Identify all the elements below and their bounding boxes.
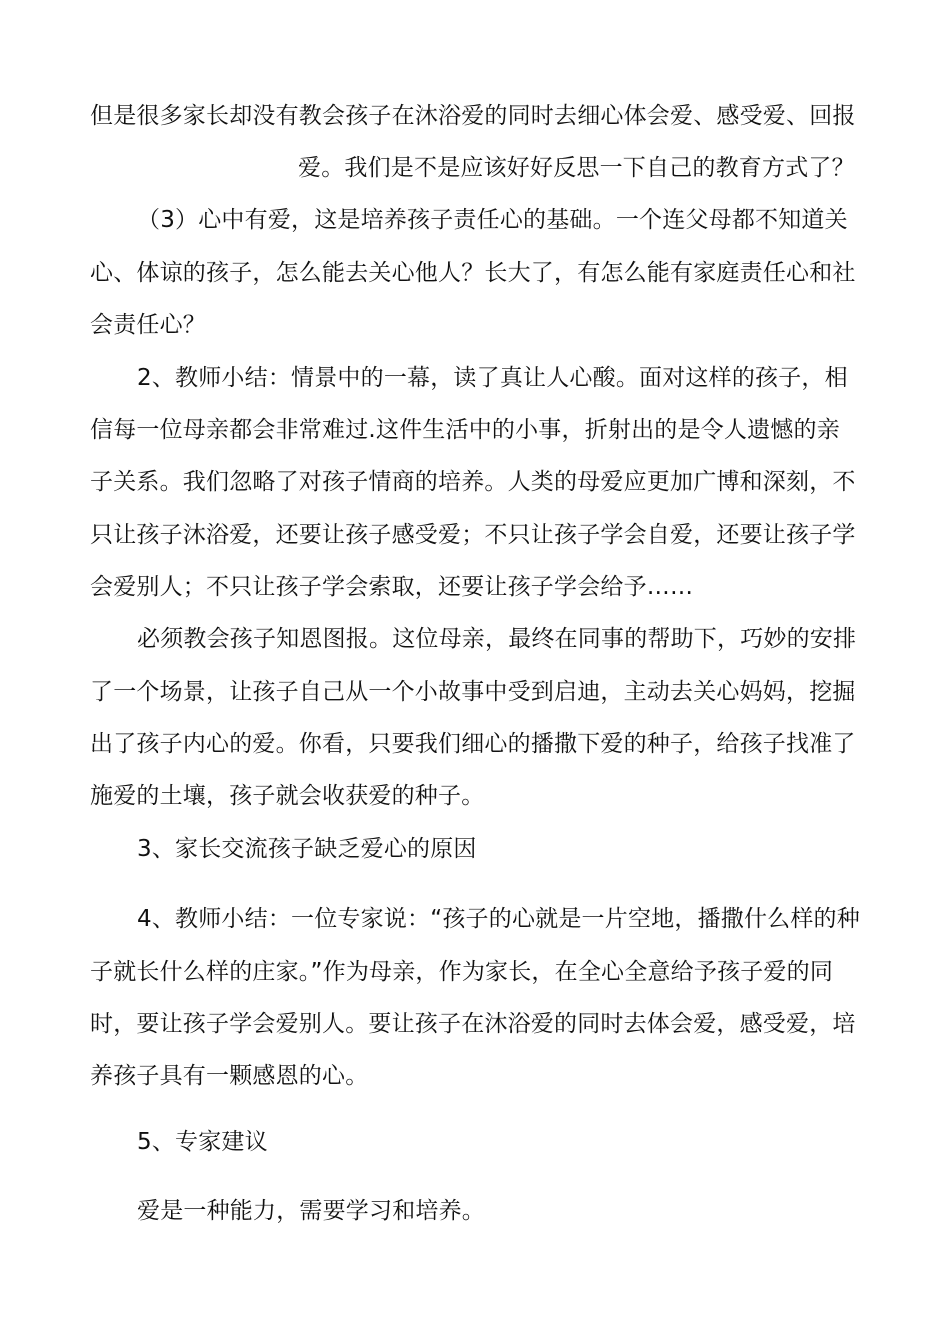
text-line-11: 必须教会孩子知恩图报。这位母亲，最终在同事的帮助下，巧妙的安排 [137,626,857,652]
text-line-1: 但是很多家长却没有教会孩子在沐浴爱的同时去细心体会爱、感受爱、回报 [90,103,856,129]
text-line-21: 爱是一种能力，需要学习和培养。 [137,1198,485,1224]
text-line-19: 养孩子具有一颗感恩的心。 [90,1063,369,1089]
text-line-12: 了一个场景，让孩子自己从一个小故事中受到启迪，主动去关心妈妈，挖掘 [90,679,856,705]
text-line-13: 出了孩子内心的爱。你看，只要我们细心的播撒下爱的种子，给孩子找准了 [90,731,856,757]
text-line-7: 信每一位母亲都会非常难过.这件生活中的小事，折射出的是令人遗憾的亲 [90,417,840,443]
section-heading-5: 5、专家建议 [137,1129,268,1155]
text-line-14: 施爱的土壤，孩子就会收获爱的种子。 [90,783,485,809]
text-line-6: 2、教师小结：情景中的一幕，读了真让人心酸。面对这样的孩子，相 [137,365,848,391]
text-line-16: 4、教师小结：一位专家说：“孩子的心就是一片空地，播撒什么样的种 [137,906,860,932]
text-line-3: （3）心中有爱，这是培养孩子责任心的基础。一个连父母都不知道关 [137,207,848,233]
text-line-9: 只让孩子沐浴爱，还要让孩子感受爱；不只让孩子学会自爱，还要让孩子学 [90,522,856,548]
text-line-17: 子就长什么样的庄家。”作为母亲，作为家长，在全心全意给予孩子爱的同 [90,959,834,985]
text-line-10: 会爱别人；不只让孩子学会索取，还要让孩子学会给予…… [90,574,694,600]
text-line-8: 子关系。我们忽略了对孩子情商的培养。人类的母爱应更加广博和深刻，不 [90,469,856,495]
text-line-5: 会责任心？ [90,312,206,338]
text-line-2: 爱。我们是不是应该好好反思一下自己的教育方式了？ [298,155,855,181]
section-heading-3: 3、家长交流孩子缺乏爱心的原因 [137,836,477,862]
text-line-18: 时，要让孩子学会爱别人。要让孩子在沐浴爱的同时去体会爱，感受爱，培 [90,1011,856,1037]
text-line-4: 心、体谅的孩子，怎么能去关心他人？长大了，有怎么能有家庭责任心和社 [90,260,856,286]
